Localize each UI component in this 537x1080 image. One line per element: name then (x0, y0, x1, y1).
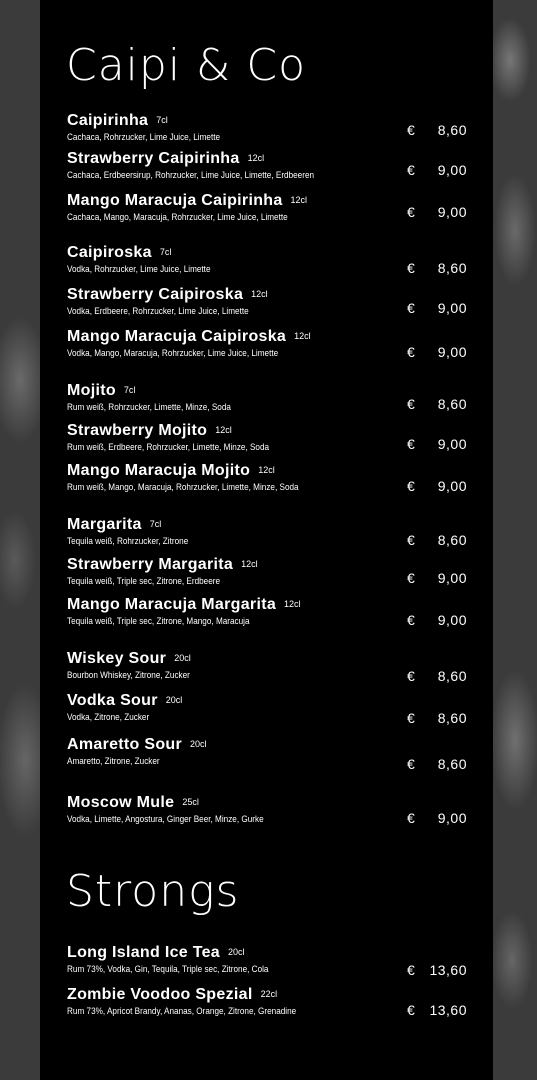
currency-symbol: € (407, 396, 415, 412)
item-name: Moscow Mule (67, 794, 175, 811)
currency-symbol: € (407, 204, 415, 220)
currency-symbol: € (407, 1002, 415, 1018)
item-name: Zombie Voodoo Spezial (67, 986, 253, 1003)
currency-symbol: € (407, 436, 415, 452)
item-name: Strawberry Caipirinha (67, 150, 240, 167)
item-price: 8,60 (437, 668, 467, 684)
item-name: Amaretto Sour (67, 736, 183, 753)
item-price: 8,60 (437, 756, 467, 772)
item-price: 9,00 (437, 478, 467, 494)
item-volume: 12cl (290, 195, 308, 205)
item-description: Rum weiß, Mango, Maracuja, Rohrzucker, Limette, Minze, Soda (67, 482, 299, 493)
item-description: Vodka, Rohrzucker, Lime Juice, Limette (67, 264, 211, 275)
item-name-line (67, 648, 467, 669)
item-name-line (67, 734, 467, 755)
item-volume: 12cl (215, 425, 232, 435)
item-name: Long Island Ice Tea (67, 944, 220, 961)
item-name: Wiskey Sour (67, 650, 167, 667)
item-price: 9,00 (437, 300, 467, 316)
item-name-line (67, 942, 467, 963)
currency-symbol: € (407, 612, 415, 628)
item-description: Tequila weiß, Rohrzucker, Zitrone (67, 536, 189, 547)
item-name: Strawberry Margarita (67, 556, 234, 573)
item-description: Rum weiß, Rohrzucker, Limette, Minze, Soda (67, 402, 231, 413)
item-name: Strawberry Caipiroska (67, 286, 244, 303)
currency-symbol: € (407, 668, 415, 684)
currency-symbol: € (407, 962, 415, 978)
item-description: Vodka, Limette, Angostura, Ginger Beer, Minze, Gurke (67, 814, 264, 825)
item-volume: 12cl (284, 599, 301, 609)
item-volume: 20cl (190, 739, 207, 749)
item-description: Cachaca, Mango, Maracuja, Rohrzucker, Lime Juice, Limette (67, 212, 288, 223)
item-name: Strawberry Mojito (67, 422, 208, 439)
item-description: Bourbon Whiskey, Zitrone, Zucker (67, 670, 190, 681)
item-price: 9,00 (437, 612, 467, 628)
currency-symbol: € (407, 162, 415, 178)
item-name: Mango Maracuja Mojito (67, 462, 251, 479)
currency-symbol: € (407, 532, 415, 548)
item-price: 13,60 (429, 1002, 467, 1018)
section-title-caipi: Caipi & Co (66, 40, 306, 91)
item-volume: 20cl (228, 947, 245, 957)
item-volume: 12cl (247, 153, 265, 163)
currency-symbol: € (407, 570, 415, 586)
currency-symbol: € (407, 300, 415, 316)
item-volume: 7cl (123, 385, 136, 395)
item-volume: 12cl (251, 289, 268, 299)
item-description: Cachaca, Rohrzucker, Lime Juice, Limette (67, 132, 221, 143)
item-name: Caipirinha (67, 112, 149, 129)
item-name: Margarita (67, 516, 142, 533)
item-name: Mango Maracuja Margarita (67, 596, 277, 613)
item-name: Caipiroska (67, 244, 152, 261)
item-volume: 25cl (182, 797, 199, 807)
currency-symbol: € (407, 478, 415, 494)
item-description: Tequila weiß, Triple sec, Zitrone, Mango, Maracuja (67, 616, 250, 627)
item-price: 9,00 (437, 570, 467, 586)
item-volume: 20cl (165, 695, 183, 705)
item-volume: 7cl (149, 519, 162, 529)
item-price: 8,60 (437, 532, 467, 548)
item-description: Vodka, Zitrone, Zucker (67, 712, 150, 723)
item-name: Vodka Sour (67, 692, 158, 709)
item-description: Amaretto, Zitrone, Zucker (67, 756, 160, 767)
item-price: 8,60 (437, 710, 467, 726)
currency-symbol: € (407, 122, 415, 138)
item-price: 8,60 (437, 396, 467, 412)
item-price: 9,00 (437, 162, 467, 178)
item-name: Mango Maracuja Caipirinha (67, 192, 283, 209)
section-title-strongs: Strongs (66, 866, 240, 917)
item-volume: 7cl (159, 247, 172, 257)
item-price: 9,00 (437, 436, 467, 452)
currency-symbol: € (407, 260, 415, 276)
item-volume: 7cl (156, 115, 168, 125)
currency-symbol: € (407, 710, 415, 726)
currency-symbol: € (407, 810, 415, 826)
item-description: Tequila weiß, Triple sec, Zitrone, Erdbeere (67, 576, 221, 587)
item-price: 9,00 (437, 344, 467, 360)
item-volume: 12cl (258, 465, 275, 475)
item-volume: 22cl (260, 989, 278, 999)
item-description: Rum 73%, Apricot Brandy, Ananas, Orange, Zitrone, Grenadine (67, 1006, 297, 1017)
currency-symbol: € (407, 344, 415, 360)
item-description: Cachaca, Erdbeersirup, Rohrzucker, Lime Juice, Limette, Erdbeeren (67, 170, 315, 181)
item-price: 8,60 (437, 260, 467, 276)
item-price: 13,60 (429, 962, 467, 978)
item-name: Mango Maracuja Caipiroska (67, 328, 287, 345)
item-description: Vodka, Erdbeere, Rohrzucker, Lime Juice, Limette (67, 306, 249, 317)
currency-symbol: € (407, 756, 415, 772)
item-price: 9,00 (437, 810, 467, 826)
item-description: Rum 73%, Vodka, Gin, Tequila, Triple sec, Zitrone, Cola (67, 964, 269, 975)
item-description: Rum weiß, Erdbeere, Rohrzucker, Limette, Minze, Soda (67, 442, 270, 453)
item-name: Mojito (67, 382, 116, 399)
item-price: 9,00 (437, 204, 467, 220)
item-volume: 12cl (294, 331, 311, 341)
item-name-line (67, 690, 467, 711)
item-volume: 12cl (241, 559, 258, 569)
item-description: Vodka, Mango, Maracuja, Rohrzucker, Lime Juice, Limette (67, 348, 279, 359)
item-volume: 20cl (174, 653, 191, 663)
item-price: 8,60 (437, 122, 467, 138)
